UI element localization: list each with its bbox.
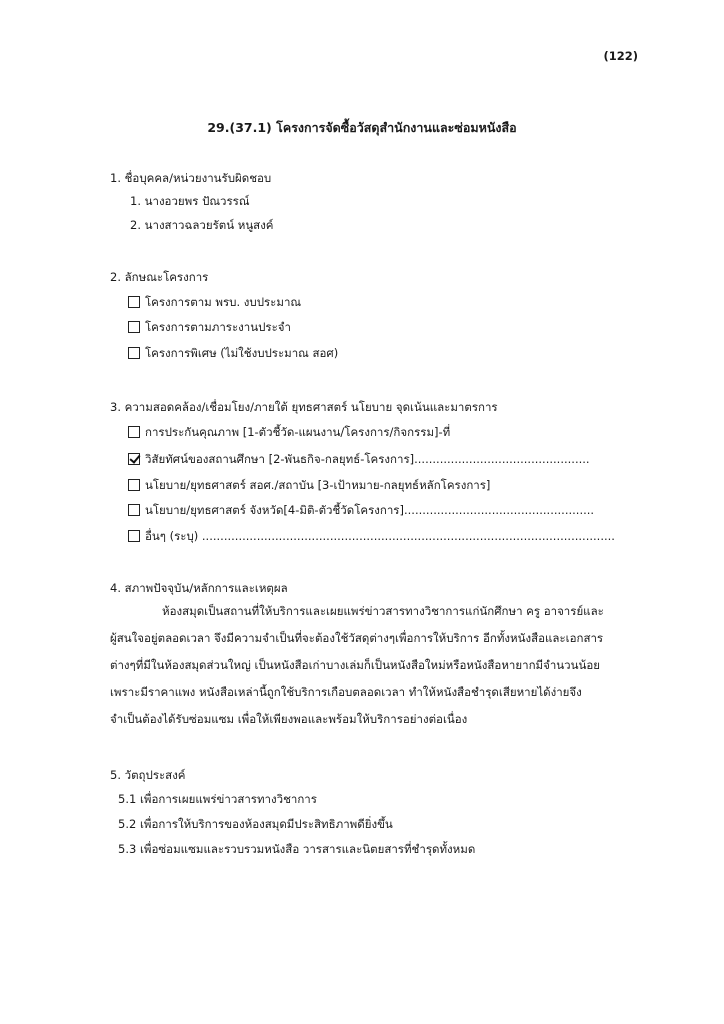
section2-heading: 2. ลักษณะโครงการ: [110, 270, 209, 284]
responsible-person-1: 1. นางอวยพร ปัณวรรณ์: [130, 194, 250, 208]
option-label: วิสัยทัศน์ของสถานศึกษา [2-พันธกิจ-กลยุทธ์-โครงการ]................................................: [145, 452, 590, 466]
alignment-option-3: [128, 477, 490, 493]
project-type-option-1: [128, 294, 301, 310]
objective-item-3: 5.3 เพื่อซ่อมแซมและรวบรวมหนังสือ วารสารและนิตยสารที่ชำรุดทั้งหมด: [118, 842, 476, 856]
alignment-option-1: [128, 424, 450, 440]
checkbox-icon[interactable]: [128, 347, 140, 359]
objective-item-1: 5.1 เพื่อการเผยแพร่ข่าวสารทางวิชาการ: [118, 792, 317, 806]
checkbox-icon[interactable]: [128, 479, 140, 491]
project-type-option-2: [128, 319, 291, 335]
option-label: โครงการพิเศษ (ไม่ใช้งบประมาณ สอศ): [145, 346, 339, 360]
checkbox-icon[interactable]: [128, 296, 140, 308]
rationale-line-1: ห้องสมุดเป็นสถานที่ให้บริการและเผยแพร่ข่าวสารทางวิชาการแก่นักศึกษา ครู อาจารย์และ: [162, 604, 604, 618]
option-label: การประกันคุณภาพ [1-ตัวชี้วัด-แผนงาน/โครงการ/กิจกรรม]-ที่: [145, 425, 451, 439]
section5-heading: 5. วัตถุประสงค์: [110, 768, 186, 782]
checkbox-icon[interactable]: [128, 530, 140, 542]
option-label: นโยบาย/ยุทธศาสตร์ สอศ./สถาบัน [3-เป้าหมาย-กลยุทธ์หลักโครงการ]: [145, 478, 491, 492]
document-title: 29.(37.1) โครงการจัดซื้อวัสดุสำนักงานและซ่อมหนังสือ: [207, 120, 517, 135]
option-label: โครงการตาม พรบ. งบประมาณ: [145, 295, 302, 309]
alignment-option-5: [128, 528, 615, 544]
checkbox-checked-icon[interactable]: [128, 453, 140, 465]
checkbox-icon[interactable]: [128, 426, 140, 438]
objective-item-2: 5.2 เพื่อการให้บริการของห้องสมุดมีประสิทธิภาพดียิ่งขึ้น: [118, 817, 393, 831]
rationale-line-2: ผู้สนใจอยู่ตลอดเวลา จึงมีความจำเป็นที่จะต้องใช้วัสดุต่างๆเพื่อการให้บริการ อีกทั้งหนังสือและเอกสาร: [110, 631, 604, 645]
option-label: นโยบาย/ยุทธศาสตร์ จังหวัด[4-มิติ-ตัวชี้วัดโครงการ]....................................................: [145, 503, 595, 517]
rationale-line-4: เพราะมีราคาแพง หนังสือเหล่านี้ถูกใช้บริการเกือบตลอดเวลา ทำให้หนังสือชำรุดเสียหายได้ง่ายจึง: [110, 685, 582, 699]
rationale-line-3: ต่างๆที่มีในห้องสมุดส่วนใหญ่ เป็นหนังสือเก่าบางเล่มก็เป็นหนังสือใหม่หรือหนังสือหายากมีจำนวนน้อย: [110, 658, 600, 672]
section3-heading: 3. ความสอดคล้อง/เชื่อมโยง/ภายใต้ ยุทธศาสตร์ นโยบาย จุดเน้นและมาตรการ: [110, 400, 498, 414]
alignment-option-4: [128, 502, 594, 518]
option-label: โครงการตามภาระงานประจำ: [145, 320, 291, 334]
section4-heading: 4. สภาพปัจจุบัน/หลักการและเหตุผล: [110, 581, 288, 595]
checkbox-icon[interactable]: [128, 321, 140, 333]
option-label: อื่นๆ (ระบุ) .................................................................................................................: [145, 529, 615, 543]
responsible-person-2: 2. นางสาวฉลวยรัตน์ หนูสงค์: [130, 218, 274, 232]
project-type-option-3: [128, 345, 338, 361]
rationale-line-5: จำเป็นต้องได้รับซ่อมแซม เพื่อให้เพียงพอและพร้อมให้บริการอย่างต่อเนื่อง: [110, 712, 468, 726]
checkbox-icon[interactable]: [128, 504, 140, 516]
page-number: (122): [603, 49, 638, 63]
alignment-option-2: [128, 451, 590, 467]
section1-heading: 1. ชื่อบุคคล/หน่วยงานรับผิดชอบ: [110, 171, 272, 185]
